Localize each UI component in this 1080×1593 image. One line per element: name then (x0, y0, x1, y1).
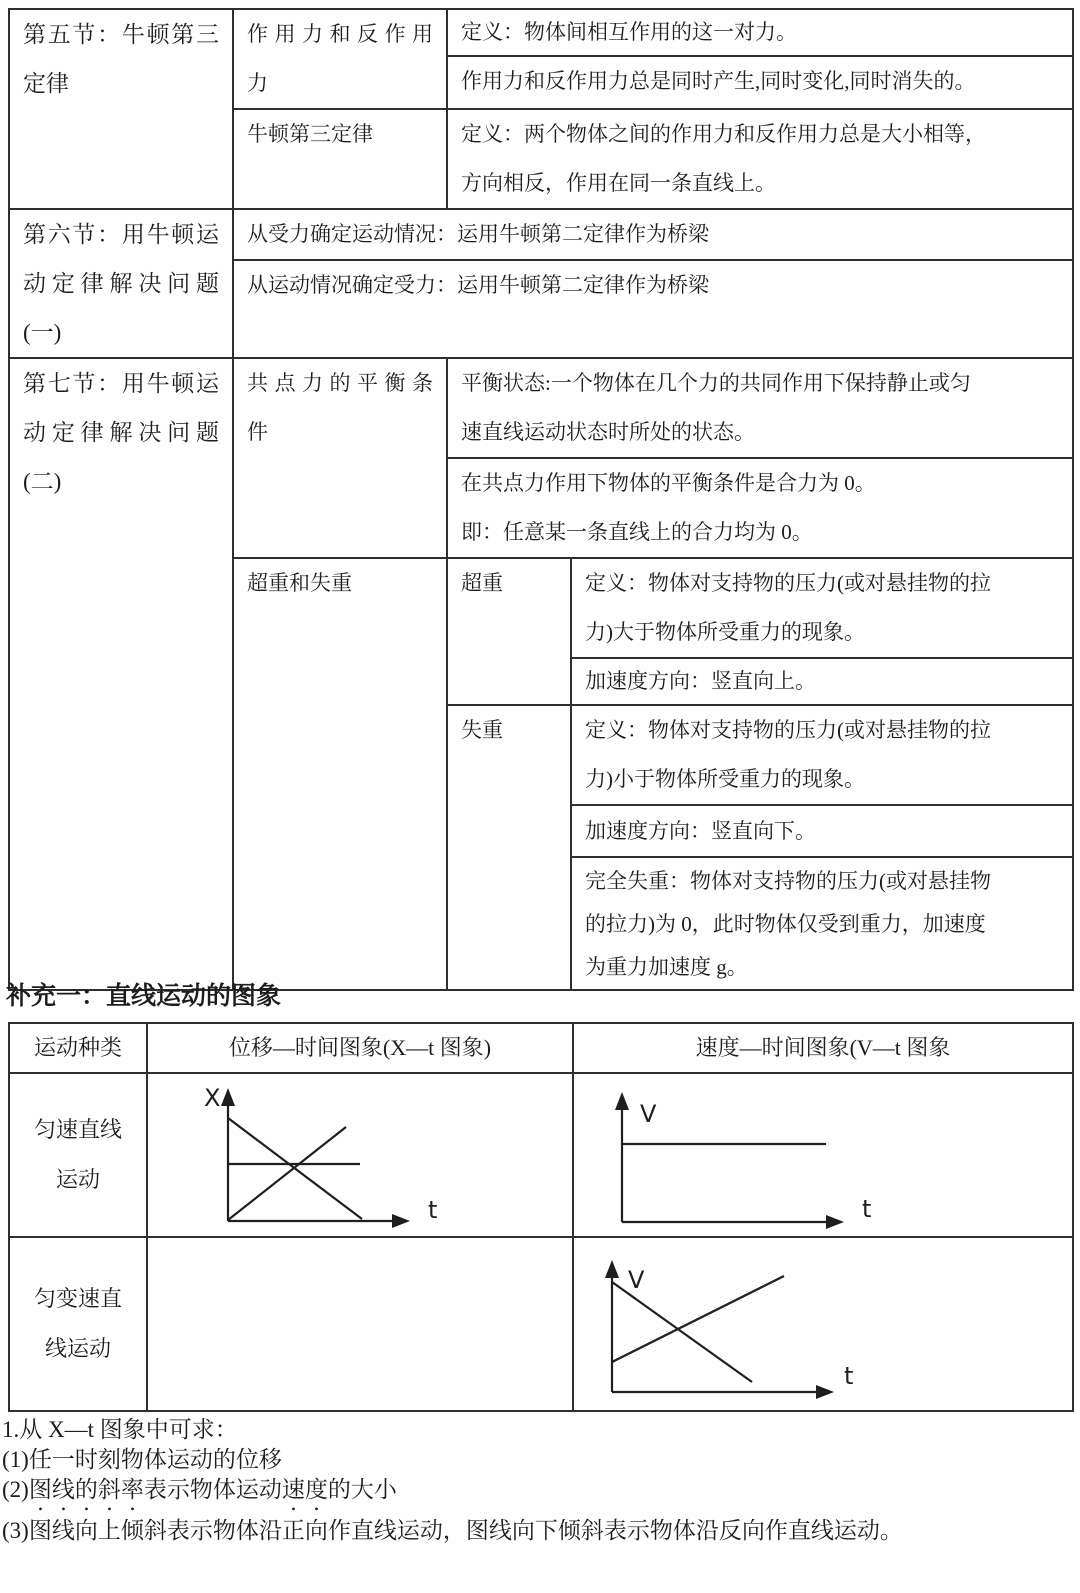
vt-uniform-graph (574, 1084, 904, 1236)
vt-accel-xlabel: t (844, 1362, 854, 1390)
section6-title-cell: 第六节：用牛顿运 动定律解决问题 (一) (9, 209, 233, 358)
overweight-label-cell: 超重 (447, 558, 571, 705)
complete-weightless-cell: 完全失重：物体对支持物的压力(或对悬挂物 的拉力)为 0，此时物体仅受到重力，加速度 为重力加速度 g。 (571, 857, 1073, 990)
notes-item1: (1)任一时刻物体运动的位移 (2, 1447, 282, 1472)
section5-title-line1: 第五节：牛顿第三 (23, 22, 219, 47)
xt-graph-ylabel: X (204, 1084, 221, 1112)
vt-uniform-xlabel: t (862, 1195, 872, 1223)
newton3-label-cell: 牛顿第三定律 (233, 109, 447, 209)
action-reaction-label-cell: 作用力和反作用 力 (233, 9, 447, 109)
accel-motion-label-cell: 匀变速直 线运动 (9, 1237, 147, 1411)
vt-accel-graph (574, 1252, 904, 1410)
action-reaction-definition-cell: 定义：物体间相互作用的这一对力。 (447, 9, 1073, 56)
newton3-definition-cell: 定义：两个物体之间的作用力和反作用力总是大小相等， 方向相反，作用在同一条直线上。 (447, 109, 1073, 209)
overweight-definition-cell: 定义：物体对支持物的压力(或对悬挂物的拉 力)大于物体所受重力的现象。 (571, 558, 1073, 658)
equilibrium-state-cell: 平衡状态:一个物体在几个力的共同作用下保持静止或匀 速直线运动状态时所处的状态。 (447, 358, 1073, 458)
weightless-definition-cell: 定义：物体对支持物的压力(或对悬挂物的拉 力)小于物体所受重力的现象。 (571, 705, 1073, 805)
vt-accel-ylabel: V (628, 1266, 645, 1294)
action-reaction-property-cell: 作用力和反作用力总是同时产生,同时变化,同时消失的。 (447, 56, 1073, 109)
xt-accel-empty-cell (147, 1237, 573, 1411)
weight-label-cell: 超重和失重 (233, 558, 447, 990)
xt-uniform-graph-cell (147, 1073, 573, 1237)
overweight-acceleration-cell: 加速度方向：竖直向上。 (571, 658, 1073, 705)
sec6-from-motion-cell: 从运动情况确定受力：运用牛顿第二定律作为桥梁 (233, 260, 1073, 358)
xt-uniform-graph (166, 1080, 466, 1232)
notes-item3: (3)图线向上倾斜表示物体沿正向作直线运动，图线向下倾斜表示物体沿反向作直线运动。 (2, 1518, 903, 1543)
xt-graph-xlabel: t (428, 1196, 438, 1224)
header-vt-graph: 速度—时间图象(V—t 图象 (573, 1023, 1073, 1073)
section5-title-line2: 定律 (23, 71, 69, 96)
supplement-heading: 补充一：直线运动的图象 (6, 983, 282, 1010)
header-xt-graph: 位移—时间图象(X—t 图象) (147, 1023, 573, 1073)
emphasized-speed-text: 速度 (281, 1477, 328, 1502)
vt-accel-graph-cell (573, 1237, 1073, 1411)
section5-title-cell (9, 9, 233, 209)
weightless-label-cell: 失重 (447, 705, 571, 990)
vt-uniform-ylabel: V (640, 1100, 657, 1128)
uniform-motion-label-cell: 匀速直线 运动 (9, 1073, 147, 1237)
notes-intro: 1.从 X—t 图象中可求： (2, 1417, 238, 1442)
newton-laws-table (8, 8, 1074, 991)
motion-graphs-table (8, 1022, 1074, 1412)
equilibrium-label-cell: 共点力的平衡条 件 (233, 358, 447, 558)
weightless-acceleration-cell: 加速度方向：竖直向下。 (571, 805, 1073, 857)
equilibrium-condition-cell: 在共点力作用下物体的平衡条件是合力为 0。 即：任意某一条直线上的合力均为 0。 (447, 458, 1073, 558)
vt-uniform-graph-cell (573, 1073, 1073, 1237)
emphasized-slope-text: 图线的斜率 (28, 1477, 144, 1502)
sec6-from-force-cell: 从受力确定运动情况：运用牛顿第二定律作为桥梁 (233, 209, 1073, 260)
notes-section (2, 1415, 1072, 1546)
section7-title-cell: 第七节：用牛顿运 动定律解决问题 (二) (9, 358, 233, 990)
header-motion-type: 运动种类 (9, 1023, 147, 1073)
notes-item2: (2)图线的斜率表示物体运动速度的大小 (2, 1477, 397, 1502)
